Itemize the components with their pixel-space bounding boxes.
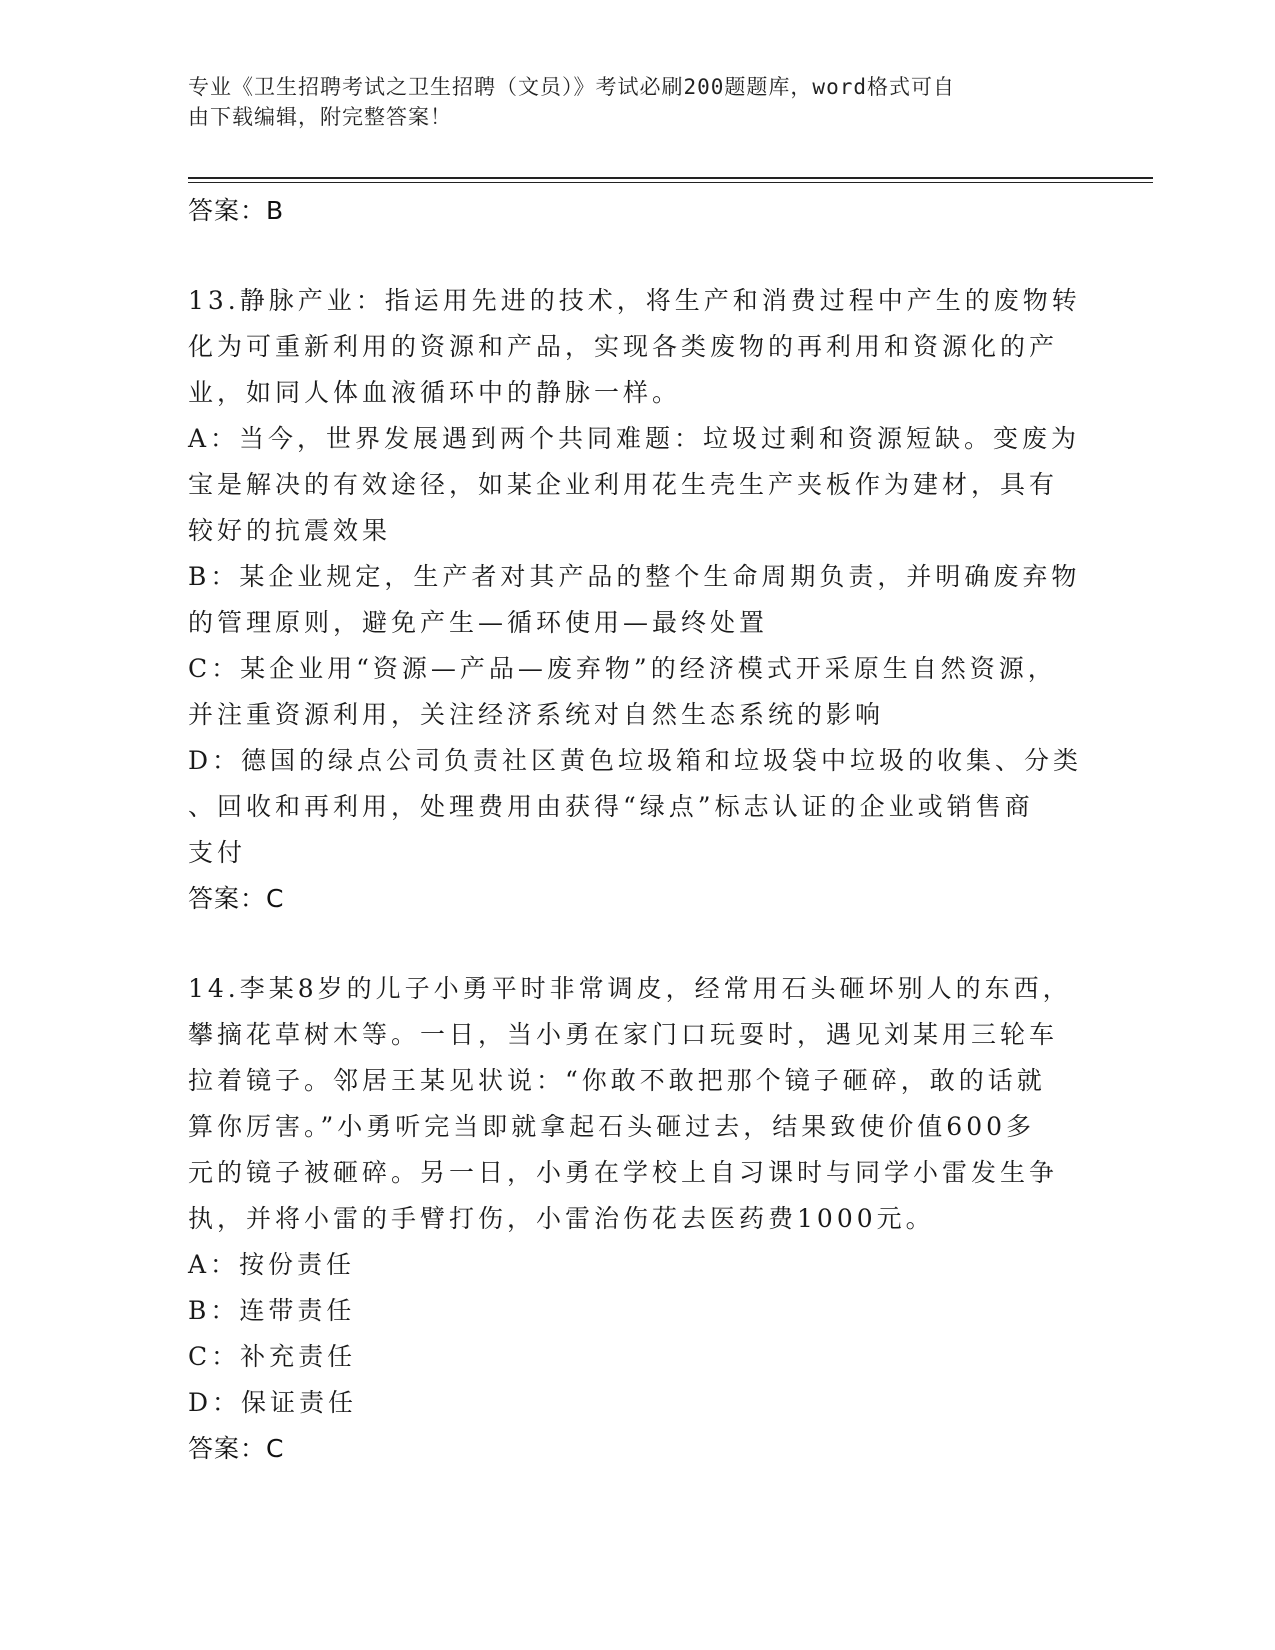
q13-stem-line: 化为可重新利用的资源和产品，实现各类废物的再利用和资源化的产 [188,332,1059,361]
q13-option-d: 、回收和再利用，处理费用由获得“绿点”标志认证的企业或销售商 [188,792,1034,821]
q13-option-a: 宝是解决的有效途径，如某企业利用花生壳生产夹板作为建材，具有 [188,470,1059,499]
q14-stem-line: 14.李某8岁的儿子小勇平时非常调皮，经常用石头砸坏别人的东西， [188,974,1072,1003]
q14-option-b: B：连带责任 [188,1296,356,1325]
q13-option-d: 支付 [188,838,247,867]
q14-stem-line: 元的镜子被砸碎。另一日，小勇在学校上自习课时与同学小雷发生争 [188,1158,1059,1187]
header-line-1: 专业《卫生招聘考试之卫生招聘（文员）》考试必刷200题题库，word格式可自 [188,75,955,99]
q13-stem-line: 13.静脉产业：指运用先进的技术，将生产和消费过程中产生的废物转 [188,286,1081,315]
q13-option-c: C：某企业用“资源—产品—废弃物”的经济模式开采原生自然资源， [188,654,1057,683]
q13-stem-line: 业，如同人体血液循环中的静脉一样。 [188,378,682,407]
document-header [188,72,1068,132]
q13-option-a: 较好的抗震效果 [188,516,392,545]
q13-option-c: 并注重资源利用，关注经济系统对自然生态系统的影响 [188,700,885,729]
q14-option-a: A：按份责任 [188,1250,356,1279]
document-body [188,188,1088,1472]
q14-option-c: C：补充责任 [188,1342,357,1371]
q13-option-b: 的管理原则，避免产生—循环使用—最终处置 [188,608,769,637]
header-line-2: 由下载编辑，附完整答案！ [188,105,452,129]
q13-option-d: D：德国的绿点公司负责社区黄色垃圾箱和垃圾袋中垃圾的收集、分类 [188,746,1083,775]
q14-stem-line: 执，并将小雷的手臂打伤，小雷治伤花去医药费1000元。 [188,1204,935,1233]
q14-answer: 答案：C [188,1434,285,1463]
previous-answer: 答案：B [188,196,285,225]
q14-stem-line: 算你厉害。”小勇听完当即就拿起石头砸过去，结果致使价值600多 [188,1112,1036,1141]
q14-stem-line: 拉着镜子。邻居王某见状说：“你敢不敢把那个镜子砸碎，敢的话就 [188,1066,1046,1095]
q13-option-b: B：某企业规定，生产者对其产品的整个生命周期负责，并明确废弃物 [188,562,1081,591]
question-14 [188,966,1088,1472]
q13-answer: 答案：C [188,884,285,913]
q13-option-a: A：当今，世界发展遇到两个共同难题：垃圾过剩和资源短缺。变废为 [188,424,1081,453]
header-divider-thin [188,182,1153,183]
q14-option-d: D：保证责任 [188,1388,358,1417]
question-13 [188,278,1088,922]
q14-stem-line: 攀摘花草树木等。一日，当小勇在家门口玩耍时，遇见刘某用三轮车 [188,1020,1059,1049]
header-divider-thick [188,177,1153,179]
